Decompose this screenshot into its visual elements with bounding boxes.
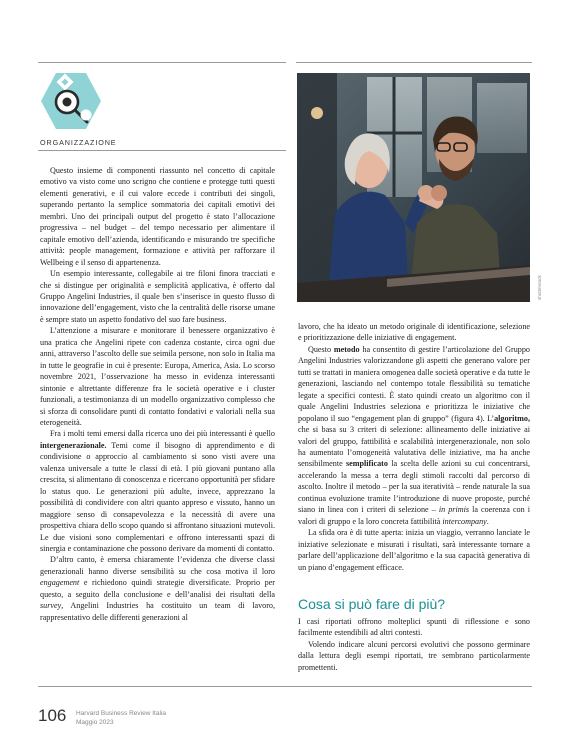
article-photo	[297, 73, 530, 302]
paragraph	[40, 268, 275, 325]
bold-text: intergenerazionale.	[40, 440, 107, 450]
right-column-body	[298, 321, 530, 573]
text-run: Temi come il bisogno di apprendimento e di condivisione o approccio al cambiamento si sono visti avere una valenza universale a tutte le classi di età. I più giovani puntano alla crescita, si alimentano di conoscenza e ricercano opportunità per sfidare lo status quo. Le generazioni più adulte, invece, apprezzano la possibilità di condividere con altri quanto appreso e vissuto, hanno un maggiore senso di consapevolezza e la necessità di avere una prospettiva chiara dello scopo quando si affrontano situazioni mutevoli. Le due visioni sono complementari e offrono interessanti spazi di sinergia e contaminazione che possono derivare da momenti di contatto.	[40, 440, 275, 553]
section-label: ORGANIZZAZIONE	[40, 138, 117, 147]
paragraph	[298, 321, 530, 344]
paragraph	[298, 616, 530, 639]
text-run: , Angelini Industries ha costituito un team di lavoro, rappresentativo delle differenti generazioni al	[40, 601, 275, 622]
paragraph	[40, 325, 275, 428]
text-run: La sfida ora è di tutte aperta: inizia un viaggio, verranno lanciate le iniziative selezionate e misurati i risultati, sarà interessante tornare a parlare dell’applicazione dell’algoritmo e la sua capacità generativa di un piano d’engagement efficace.	[298, 528, 530, 572]
text-run: Un esempio interessante, collegabile ai tre filoni finora tracciati e che si distingue per originalità e semplicità applicativa, è offerto dal Gruppo Angelini Industries, il quale ben s’inserisce in questo flusso di innovazione dell’engagement, visto che la centralità delle risorse umane è sempre stato un aspetto fondativo del suo fare business.	[40, 269, 275, 324]
text-run: e richiedono quindi strategie diversificate. Proprio per questo, a seguito della conclusione e dell’analisi dei risultati della	[40, 578, 275, 599]
left-column-body	[40, 165, 275, 623]
footer-rule	[38, 686, 532, 687]
top-rule-left	[38, 62, 286, 63]
text-run: L’attenzione a misurare e monitorare il benessere organizzativo è una pratica che Angelini ripete con cadenza costante, circa ogni due anni, attraverso l’ascolto delle sue seimila persone, non solo in Italia ma in tutte le geografie in cui è presente: Europa, America, Asia. Lo scorso novembre 2021, l’osservazione ha messo in evidenza interessanti sintonie e altrettante differenze fra le società operative e i cluster funzionali, a testimonianza di un modello organizzativo complesso che si sforza di consolidare punti di contatto fondativi e valoriali nella sua eterogeneità.	[40, 326, 275, 427]
paragraph	[298, 639, 530, 673]
photo-credit: shutterstock	[537, 275, 542, 300]
text-run: Questo	[308, 344, 334, 354]
text-run: ha consentito di gestire l’articolazione del Gruppo Angelini Industries valorizzandone gli aspetti che generano valore per tutti se trattati in maniera omogenea dalle società operative e da tutte le generazioni, lasciando nel contempo totale flessibilità su tematiche legate a specifici contesti. È stato quindi creato un algoritmo con il quale Angelini Industries seleziona e prioritizza le iniziative che popolano il suo “engagement plan di gruppo” (figura 4). L’	[298, 344, 530, 423]
italic-text: engagement	[40, 578, 80, 588]
paragraph	[40, 428, 275, 554]
section-rule	[38, 150, 286, 151]
text-run: Questo insieme di componenti riassunto nel concetto di capitale emotivo va visto come uno scrigno che contiene e protegge tutti questi elementi generativi, e il cui valore eccede i contributi dei singoli, superando pertanto la semplice sommatoria dei capitali emotivi dei membri. Uno dei principali output del progetto è stato l’allocazione progressiva – nel budget – del tempo necessario per alimentare il capitale emotivo dell’azienda, identificando e misurando tre specifiche attività: people management, formazione e attività per rafforzare il Wellbeing e il senso di appartenenza.	[40, 166, 275, 267]
organization-icon	[40, 71, 102, 131]
paragraph	[40, 165, 275, 268]
text-run: D’altro canto, è emersa chiaramente l’evidenza che diverse classi generazionali hanno diverse sensibilità su che cosa motiva il loro	[40, 555, 275, 576]
top-rule-right	[296, 62, 532, 63]
text-run: che si basa su 3 criteri di selezione: allineamento delle iniziative ai valori del gruppo, fattibilità e scalabilità intergenerazionale, non solo ha aumentato l’omogeneità valutativa delle iniziative, ma ha anche sensibilmente	[298, 425, 530, 469]
text-run: la coerenza con i valori di gruppo e la loro concreta fattibilità	[298, 505, 530, 526]
bold-text: metodo	[333, 344, 360, 354]
page-number: 106	[38, 706, 67, 725]
right-column-body-2	[298, 616, 530, 673]
subheading: Cosa si può fare di più?	[298, 596, 446, 612]
text-run: Volendo indicare alcuni percorsi evolutivi che possono germinare dalla lettura degli esempi riportati, tre sembrano particolarmente promettenti.	[298, 639, 530, 672]
paragraph	[298, 344, 530, 527]
issue-date: Maggio 2023	[76, 719, 114, 726]
text-run: .	[486, 516, 489, 526]
italic-text: survey	[40, 601, 62, 611]
two-colleagues-fist-bump-image	[297, 73, 530, 302]
paragraph	[298, 527, 530, 573]
text-run: la scelta delle azioni su cui concentrarsi, accelerando la messa a terra degli stimoli raccolti dal percorso di ascolto. Inoltre il metodo – per la sua iteratività – rende naturale la sua continua evoluzione tramite l’introduzione di nuove proposte, purché siano in linea con i criteri di selezione –	[298, 459, 530, 515]
italic-text: intercompany	[442, 516, 487, 526]
paragraph	[40, 554, 275, 623]
text-run: Fra i molti temi emersi dalla ricerca uno dei più interessanti è quello	[50, 429, 275, 439]
bold-text: semplificato	[345, 459, 388, 469]
text-run: lavoro, che ha ideato un metodo originale di identificazione, selezione e prioritizzazione delle iniziative di engagement.	[298, 322, 530, 343]
publication-name: Harvard Business Review Italia	[76, 710, 166, 717]
text-run: I casi riportati offrono molteplici spunti di riflessione e sono facilmente estendibili ad altri contesti.	[298, 617, 530, 638]
italic-text: in primis	[438, 505, 470, 515]
bold-text: algoritmo,	[494, 413, 530, 423]
